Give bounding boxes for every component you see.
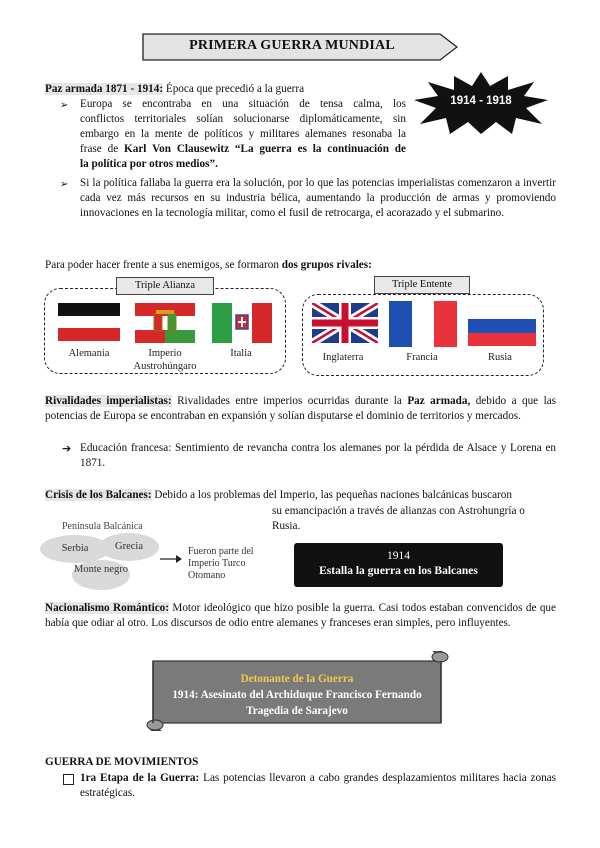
ottoman-note: Fueron parte del Imperio Turco Otomano <box>188 546 254 581</box>
movimientos-heading: GUERRA DE MOVIMIENTOS <box>45 756 199 768</box>
balkan-diagram-title: Península Balcánica <box>62 521 143 532</box>
checkbox-icon <box>63 774 74 785</box>
rivalidades-text-end: debido a que las potencias de Europa se encontraban en expansión y solían disputarse el dominio de territorios y mercados. <box>45 395 557 422</box>
france-flag <box>389 301 457 347</box>
quote-bold: Karl Von Clausewitz “La guerra es la continuación de <box>124 143 406 155</box>
movimientos-item <box>80 771 556 801</box>
text-fragment: frase de <box>80 143 125 155</box>
arrow-bullet-icon: ➢ <box>60 179 69 190</box>
balkan-war-text: Estalla la guerra en los Balcanes <box>319 565 478 577</box>
triple-alianza-label: Triple Alianza <box>116 277 214 295</box>
nacionalismo-paragraph <box>45 601 556 631</box>
rivals-intro-text: Para poder hacer frente a sus enemigos, se formaron <box>45 259 282 271</box>
montenegro-bubble: Monte negro <box>72 560 130 590</box>
italy-flag <box>212 303 272 343</box>
balcanes-line-1 <box>45 488 557 503</box>
paz-armada-intro: Época que precedió a la guerra <box>163 83 305 95</box>
text-line <box>80 142 406 157</box>
flag-label: Rusia <box>488 352 512 363</box>
paz-armada-header <box>45 82 405 97</box>
balcanes-line-2: su emancipación a través de alianzas con Astrohungría o <box>272 505 525 517</box>
rivalidades-paragraph <box>45 394 556 424</box>
rivals-intro <box>45 258 545 273</box>
flag-label: Imperio Austrohúngaro <box>133 348 197 372</box>
page-title: PRIMERA GUERRA MUNDIAL <box>189 38 395 53</box>
uk-flag <box>312 303 378 343</box>
austria-hungary-flag <box>135 303 195 343</box>
serbia-bubble: Serbia <box>40 535 110 563</box>
triple-entente-label: Triple Entente <box>374 276 470 294</box>
flag-label: Inglaterra <box>322 352 364 363</box>
nacionalismo-text: Motor ideológico que hizo posible la guerra. Casi todos estaban convencidos de que había que odiar al otro. Los discursos de odio entre alemanes y franceses eran simples, pero influyentes. <box>45 602 556 629</box>
nacionalismo-heading: Nacionalismo Romántico: <box>45 602 169 614</box>
paz-armada-bullet-1 <box>80 97 406 172</box>
balcanes-line-3: Rusia. <box>272 520 301 532</box>
rivalidades-heading: Rivalidades imperialistas: <box>45 395 172 407</box>
germany-flag <box>58 303 120 341</box>
arrow-right-icon <box>160 553 182 565</box>
arrow-bullet-icon: ➢ <box>60 100 69 111</box>
detonante-line-2: Tragedia de Sarajevo <box>246 705 348 717</box>
text-line: embargo en la mente de políticos y militares alemanes resonaba la <box>80 128 406 140</box>
balkan-war-box <box>294 543 503 587</box>
rivalidades-text: Rivalidades entre imperios ocurridas durante la <box>171 395 408 407</box>
flag-label: Francia <box>406 352 438 363</box>
rivalidades-bullet: Educación francesa: Sentimiento de revancha contra los alemanes por la pérdida de Alsace y Lorena en 1871. <box>80 442 556 469</box>
balcanes-text: Debido a los problemas del Imperio, las pequeñas naciones balcánicas buscaron <box>151 489 512 501</box>
date-badge: 1914 - 1918 <box>450 95 512 107</box>
text-line: conflictos territoriales solían solucionarse diplomáticamente, sin <box>80 113 406 125</box>
paz-armada-heading: Paz armada 1871 - 1914: <box>45 83 164 95</box>
greece-bubble: Grecia <box>99 533 159 561</box>
flag-label: Alemania <box>68 348 110 359</box>
text-line: Europa se encontraba en una situación de tensa calma, los <box>80 98 406 110</box>
balcanes-heading: Crisis de los Balcanes: <box>45 489 152 501</box>
detonante-line-1: 1914: Asesinato del Archiduque Francisco Fernando <box>172 689 422 701</box>
detonante-title: Detonante de la Guerra <box>240 673 354 685</box>
movimientos-item-text: Las potencias llevaron a cabo grandes desplazamientos militares hacia zonas estratégicas. <box>80 772 556 799</box>
movimientos-item-bold: 1ra Etapa de la Guerra: <box>80 772 200 784</box>
flag-label: Italia <box>230 348 252 359</box>
rivals-intro-bold: dos grupos rivales: <box>281 259 372 271</box>
rivalidades-bold: Paz armada, <box>407 395 471 407</box>
arrow-right-icon: ➔ <box>62 442 72 455</box>
russia-flag <box>468 306 536 346</box>
paz-armada-bullet-2: Si la política fallaba la guerra era la solución, por lo que las potencias imperialistas comenzaron a invertir cada vez más recursos en su industria bélica, aumentando la producción de armas y promoviendo innovaciones en la tecnología militar, como el fusil de retrocarga, el acorazado y el submarino. <box>80 177 556 219</box>
quote-bold-end: la política por otros medios”. <box>80 158 218 170</box>
balkan-war-year: 1914 <box>387 550 410 562</box>
